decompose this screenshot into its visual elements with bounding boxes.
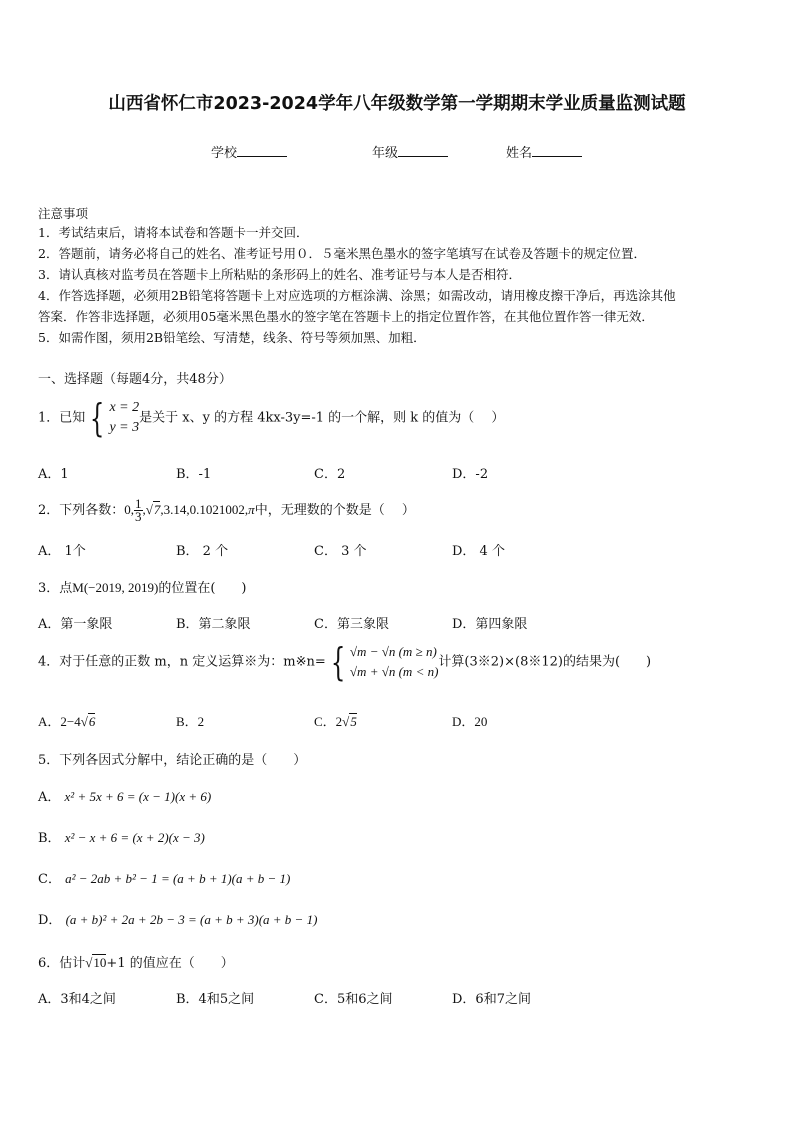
q2-sqrt: √7	[145, 502, 161, 517]
q3-prefix: 3．点	[38, 581, 73, 596]
name-label: 姓名	[506, 146, 533, 161]
note-item: 3．请认真核对监考员在答题卡上所粘贴的条形码上的姓名、准考证号与本人是否相符．	[38, 267, 521, 282]
q4-option-a[interactable]: A．2−4√6	[38, 714, 96, 729]
school-label: 学校	[211, 146, 238, 161]
q2-pi: π	[248, 502, 255, 517]
q3-point: M(−2019, 2019)	[72, 580, 159, 595]
q4-prefix: 4．对于任意的正数 m，n 定义运算※为：m※n=	[38, 654, 326, 670]
q3-option-a[interactable]: A．第一象限	[38, 617, 113, 632]
school-field[interactable]	[211, 142, 287, 161]
q6-option-a[interactable]: A．3和4之间	[38, 992, 116, 1007]
q4-piecewise: { √m − √n (m ≥ n) √m + √n (m < n)	[330, 640, 439, 684]
note-item: 4．作答选择题，必须用2B铅笔将答题卡上对应选项的方框涂满、涂黑；如需改动，请用橡皮擦干净后，再选涂其他	[38, 288, 676, 303]
q2-option-b[interactable]: B． 2 个	[176, 544, 229, 559]
question-5-stem: 5．下列各因式分解中，结论正确的是（ ）	[38, 753, 307, 768]
question-2	[38, 498, 415, 523]
note-item: 答案．作答非选择题，必须用05毫米黑色墨水的签字笔在答题卡上的指定位置作答，在其他位置作答一律无效．	[38, 309, 654, 324]
q3-suffix: 的位置在( )	[158, 581, 247, 596]
q4-option-b[interactable]: B．2	[176, 714, 205, 729]
q2-fraction: $\frac{1}{3}$	[135, 496, 142, 524]
grade-label: 年级	[372, 146, 399, 161]
q1-options	[38, 463, 758, 481]
q2-prefix: 2．下列各数：	[38, 503, 125, 518]
q5-option-d[interactable]: D． (a + b)² + 2a + 2b − 3 = (a + b + 3)(a + b − 1)	[38, 912, 318, 928]
q1-sys-bottom: y = 3	[109, 420, 140, 435]
name-field[interactable]	[506, 142, 582, 161]
q5-option-a[interactable]: A． x² + 5x + 6 = (x − 1)(x + 6)	[38, 789, 212, 805]
q1-suffix: 是关于 x、y 的方程 4kx-3y=-1 的一个解，则 k 的值为（ ）	[139, 410, 505, 426]
q6-sqrt: √10	[85, 955, 107, 970]
q1-equation-system: { x = 2 y = 3	[90, 396, 140, 440]
q6-option-c[interactable]: C．5和6之间	[314, 992, 393, 1007]
q6-options	[38, 988, 758, 1006]
question-4	[38, 642, 651, 682]
q3-option-c[interactable]: C．第三象限	[314, 617, 389, 632]
q6-option-b[interactable]: B．4和5之间	[176, 992, 255, 1007]
q2-option-d[interactable]: D． 4 个	[452, 544, 505, 559]
exam-title: 山西省怀仁市2023-2024学年八年级数学第一学期期末学业质量监测试题	[108, 94, 686, 114]
q2-suffix: 中，无理数的个数是（ ）	[254, 503, 415, 518]
q6-suffix: +1 的值应在（ ）	[106, 956, 234, 971]
note-item: 1．考试结束后，请将本试卷和答题卡一并交回．	[38, 225, 309, 240]
q1-option-a[interactable]: A．1	[38, 467, 69, 482]
q1-sys-top: x = 2	[109, 400, 140, 415]
student-info-row	[0, 142, 794, 160]
q3-options	[38, 613, 758, 631]
q3-option-b[interactable]: B．第二象限	[176, 617, 251, 632]
q2-option-a[interactable]: A． 1个	[38, 544, 86, 559]
q4-suffix: 计算(3※2)×(8※12)的结果为( )	[438, 654, 652, 670]
q2-comma: ,	[142, 502, 146, 517]
q6-prefix: 6．估计	[38, 956, 86, 971]
q2-option-c[interactable]: C． 3 个	[314, 544, 367, 559]
q5-option-c[interactable]: C． a² − 2ab + b² − 1 = (a + b + 1)(a + b − 1)	[38, 871, 291, 887]
section-heading: 一、选择题（每题4分，共48分）	[38, 372, 232, 387]
q4-option-c[interactable]: C．2√5	[314, 714, 357, 729]
q1-prefix: 1．已知	[38, 410, 86, 426]
q1-option-c[interactable]: C．2	[314, 467, 346, 482]
q6-option-d[interactable]: D．6和7之间	[452, 992, 531, 1007]
q2-num-zero: 0,	[124, 502, 135, 517]
q4-option-d[interactable]: D．20	[452, 714, 488, 729]
q1-option-b[interactable]: B．-1	[176, 467, 212, 482]
question-6	[38, 952, 234, 971]
notes-list	[38, 222, 762, 348]
q4-case-top: √m − √n (m ≥ n)	[349, 644, 437, 659]
question-3	[38, 577, 247, 596]
q4-case-bottom: √m + √n (m < n)	[349, 664, 439, 679]
q5-option-b[interactable]: B． x² − x + 6 = (x + 2)(x − 3)	[38, 830, 205, 846]
notes-heading: 注意事项	[38, 206, 89, 221]
note-item: 5．如需作图，须用2B铅笔绘、写清楚，线条、符号等须加黑、加粗．	[38, 330, 426, 345]
q2-options	[38, 540, 758, 558]
question-1	[38, 398, 504, 438]
q3-option-d[interactable]: D．第四象限	[452, 617, 528, 632]
q2-num-list: ,3.14,0.1021002,	[160, 502, 249, 517]
q4-options	[38, 711, 758, 729]
q1-option-d[interactable]: D．-2	[452, 467, 489, 482]
note-item: 2．答题前，请务必将自己的姓名、准考证号用０．５毫米黑色墨水的签字笔填写在试卷及答题卡的规定位置．	[38, 246, 646, 261]
grade-field[interactable]	[372, 142, 448, 161]
